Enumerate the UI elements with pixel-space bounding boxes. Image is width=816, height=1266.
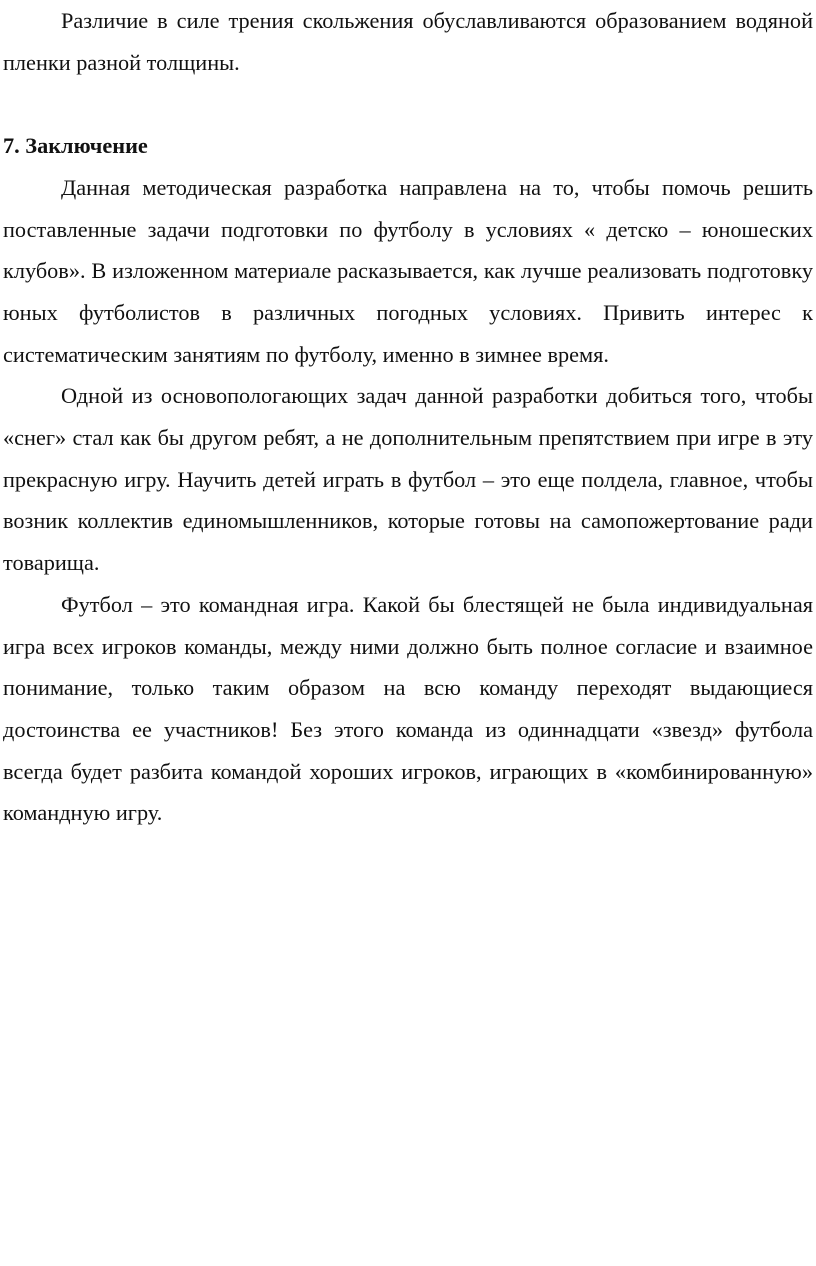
section-heading: 7. Заключение	[3, 133, 148, 159]
conclusion-paragraph-1: Данная методическая разработка направлена на то, чтобы помочь решить поставленные задачи подготовки по футболу в условиях « детско – юношеских клубов». В изложенном материале расказывается, как лучше реализовать подготовку юных футболистов в различных погодных условиях. Привить интерес к систематическим занятиям по футболу, именно в зимнее время.	[3, 174, 813, 367]
conclusion-paragraph-2: Одной из основопологающих задач данной разработки добиться того, чтобы «снег» стал как бы другом ребят, а не дополнительным препятствием при игре в эту прекрасную игру. Научить детей играть в футбол – это еще полдела, главное, чтобы возник коллектив единомышленников, которые готовы на самопожертование ради товарища.	[3, 383, 813, 576]
paragraph-spacer	[3, 83, 813, 125]
document-body	[3, 0, 813, 834]
intro-paragraph: Различие в силе трения скольжения обуславливаются образованием водяной пленки разной толщины.	[3, 8, 813, 75]
conclusion-paragraph-3: Футбол – это командная игра. Какой бы блестящей не была индивидуальная игра всех игроков команды, между ними должно быть полное согласие и взаимное понимание, только таким образом на всю команду переходят выдающиеся достоинства ее участников! Без этого команда из одиннадцати «звезд» футбола всегда будет разбита командой хороших игроков, играющих в «комбинированную» командную игру.	[3, 591, 813, 826]
